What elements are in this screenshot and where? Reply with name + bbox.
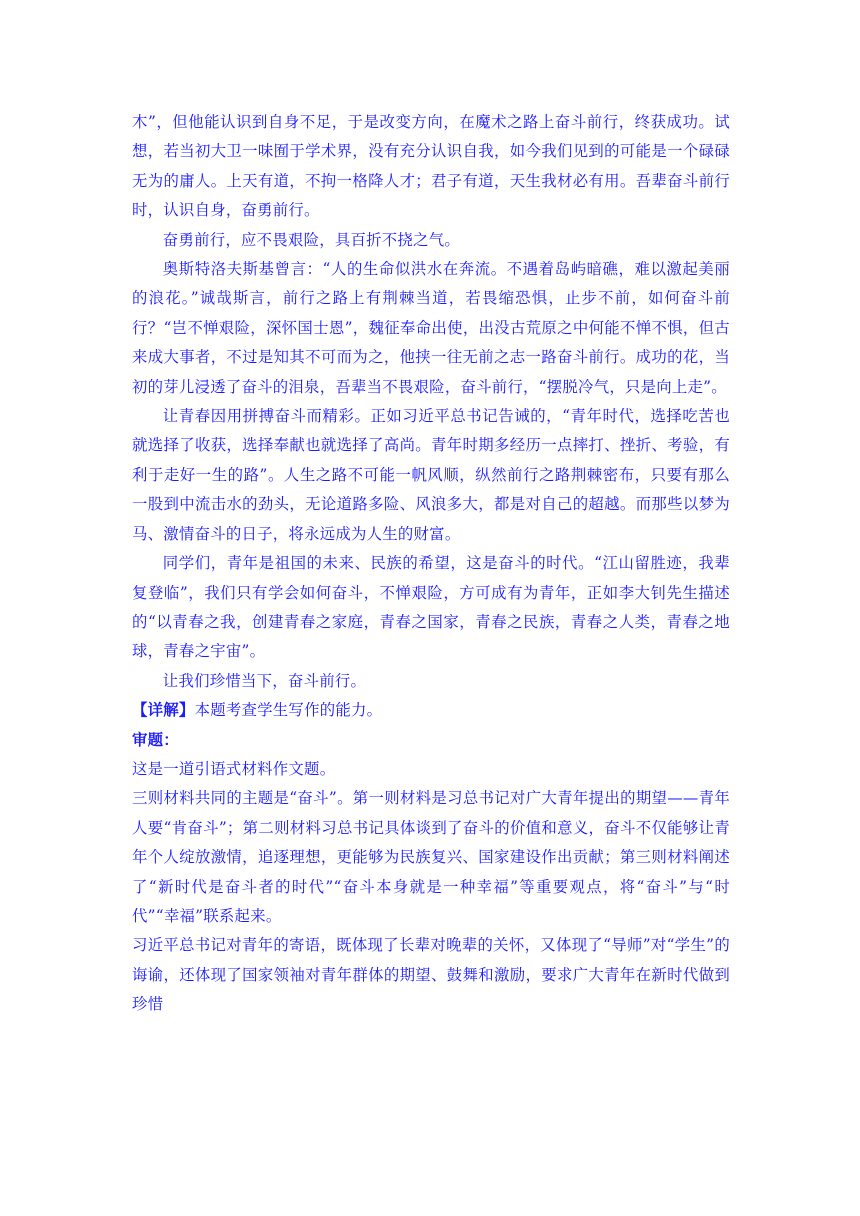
- review-paragraph-1: 这是一道引语式材料作文题。: [132, 759, 336, 778]
- detail-label: 【详解】: [132, 701, 195, 720]
- essay-paragraph-6: 让我们珍惜当下，奋斗前行。: [162, 671, 367, 690]
- essay-paragraph-3: 奥斯特洛夫斯基曾言：“人的生命似洪水在奔流。不遇着岛屿暗礁，难以激起美丽的浪花。”诚哉斯言，前行之路上有荆棘当道，若畏缩恐惧，止步不前，如何奋斗前行？“岂不惮艰险，深怀国士恩”，魏征奉命出使，出没古荒原之中何能不惮不惧，但古来成大事者，不过是知其不可而为之，他挟一往无前之志一路奋斗前行。成功的花，当初的芽儿浸透了奋斗的泪泉，吾辈当不畏艰险，奋斗前行，“摆脱冷气，只是向上走”。: [132, 260, 730, 396]
- review-heading: 审题：: [132, 730, 179, 749]
- essay-paragraph-2: 奋勇前行，应不畏艰险，具百折不挠之气。: [162, 230, 460, 249]
- document-body: [132, 108, 730, 1020]
- detail-text: 本题考查学生写作的能力。: [194, 701, 383, 720]
- essay-paragraph-1: 木”，但他能认识到自身不足，于是改变方向，在魔术之路上奋斗前行，终获成功。试想，若当初大卫一味囿于学术界，没有充分认识自我，如今我们见到的可能是一个碌碌无为的庸人。上天有道，不拘一格降人才；君子有道，天生我材必有用。吾辈奋斗前行时，认识自身，奋勇前行。: [132, 113, 730, 220]
- detail-line: [132, 696, 730, 725]
- review-paragraph-3: 习近平总书记对青年的寄语，既体现了长辈对晚辈的关怀，又体现了“导师”对“学生”的诲谕，还体现了国家领袖对青年群体的期望、鼓舞和激励，要求广大青年在新时代做到珍惜: [132, 936, 730, 1014]
- essay-paragraph-4: 让青春因用拼搏奋斗而精彩。正如习近平总书记告诫的，“青年时代，选择吃苦也就选择了收获，选择奉献也就选择了高尚。青年时期多经历一点摔打、挫折、考验，有利于走好一生的路”。人生之路不可能一帆风顺，纵然前行之路荆棘密布，只要有那么一股到中流击水的劲头，无论道路多险、风浪多大，都是对自己的超越。而那些以梦为马、激情奋斗的日子，将永远成为人生的财富。: [132, 407, 730, 543]
- essay-paragraph-5: 同学们，青年是祖国的未来、民族的希望，这是奋斗的时代。“江山留胜迹，我辈复登临”，我们只有学会如何奋斗，不惮艰险，方可成有为青年，正如李大钊先生描述的“以青春之我，创建青春之家庭，青春之国家，青春之民族，青春之人类，青春之地球，青春之宇宙”。: [132, 554, 730, 661]
- review-paragraph-2: 三则材料共同的主题是“奋斗”。第一则材料是习总书记对广大青年提出的期望——青年人要“肯奋斗”；第二则材料习总书记具体谈到了奋斗的价值和意义，奋斗不仅能够让青年个人绽放激情，追逐理想，更能够为民族复兴、国家建设作出贡献；第三则材料阐述了“新时代是奋斗者的时代”“奋斗本身就是一种幸福”等重要观点，将“奋斗”与“时代”“幸福”联系起来。: [132, 789, 730, 925]
